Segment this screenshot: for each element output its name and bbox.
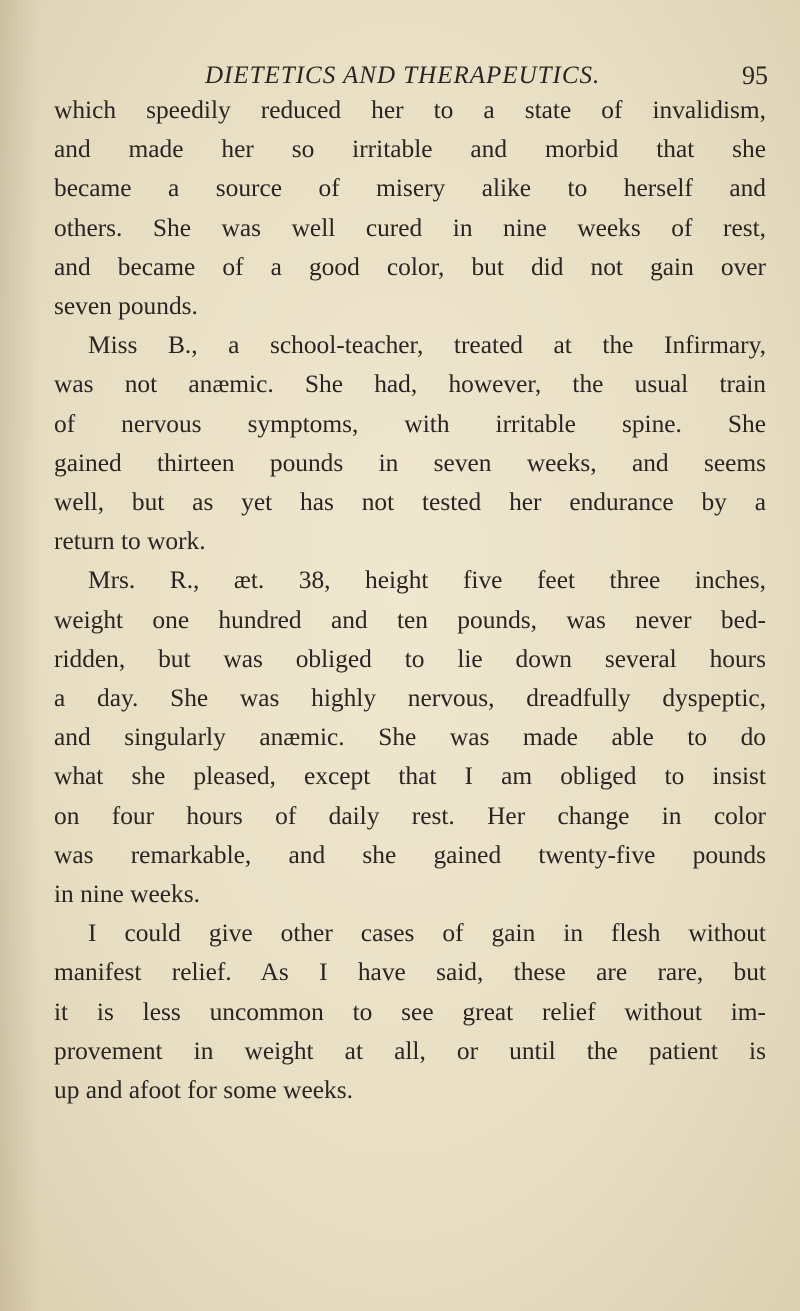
paragraph-continuation	[54, 91, 766, 326]
text-line: ridden, but was obliged to lie down several hours	[54, 644, 766, 673]
page-number: 95	[742, 61, 768, 90]
text-line: well, but as yet has not tested her endurance by a	[54, 488, 766, 517]
body-text	[54, 91, 766, 1110]
running-title: DIETETICS AND THERAPEUTICS.	[205, 62, 601, 89]
text-line: became a source of misery alike to herself and	[54, 174, 766, 203]
text-line: I could give other cases of gain in flesh without	[88, 919, 766, 948]
text-line: what she pleased, except that I am obliged to insist	[54, 762, 766, 791]
text-line: it is less uncommon to see great relief without im-	[54, 997, 766, 1026]
text-line: and became of a good color, but did not gain over	[54, 252, 766, 281]
text-line: and made her so irritable and morbid that she	[54, 135, 766, 164]
text-line: and singularly anæmic. She was made able to do	[54, 723, 766, 752]
text-line: weight one hundred and ten pounds, was never bed-	[54, 605, 766, 634]
paragraph-miss-b	[54, 326, 766, 561]
text-line: of nervous symptoms, with irritable spine. She	[54, 409, 766, 438]
paragraph-mrs-r	[54, 561, 766, 914]
text-line: was not anæmic. She had, however, the usual train	[54, 370, 766, 399]
text-line: which speedily reduced her to a state of invalidism,	[54, 96, 766, 124]
text-line: others. She was well cured in nine weeks of rest,	[54, 213, 766, 242]
text-line: Mrs. R., æt. 38, height five feet three inches,	[88, 566, 766, 595]
text-line: Miss B., a school-teacher, treated at the Infirmary,	[88, 331, 766, 360]
text-line: on four hours of daily rest. Her change in color	[54, 801, 766, 830]
text-line: provement in weight at all, or until the patient is	[54, 1036, 766, 1065]
text-line: seven pounds.	[54, 292, 198, 321]
text-line: in nine weeks.	[54, 880, 200, 909]
text-line: up and afoot for some weeks.	[54, 1076, 353, 1105]
text-line: a day. She was highly nervous, dreadfully dyspeptic,	[54, 684, 766, 713]
text-line: gained thirteen pounds in seven weeks, and seems	[54, 448, 766, 477]
running-head	[60, 56, 768, 96]
text-line: manifest relief. As I have said, these are rare, but	[54, 958, 766, 987]
text-line: return to work.	[54, 527, 206, 556]
paragraph-other-cases	[54, 914, 766, 1110]
text-line: was remarkable, and she gained twenty-five pounds	[54, 840, 766, 869]
